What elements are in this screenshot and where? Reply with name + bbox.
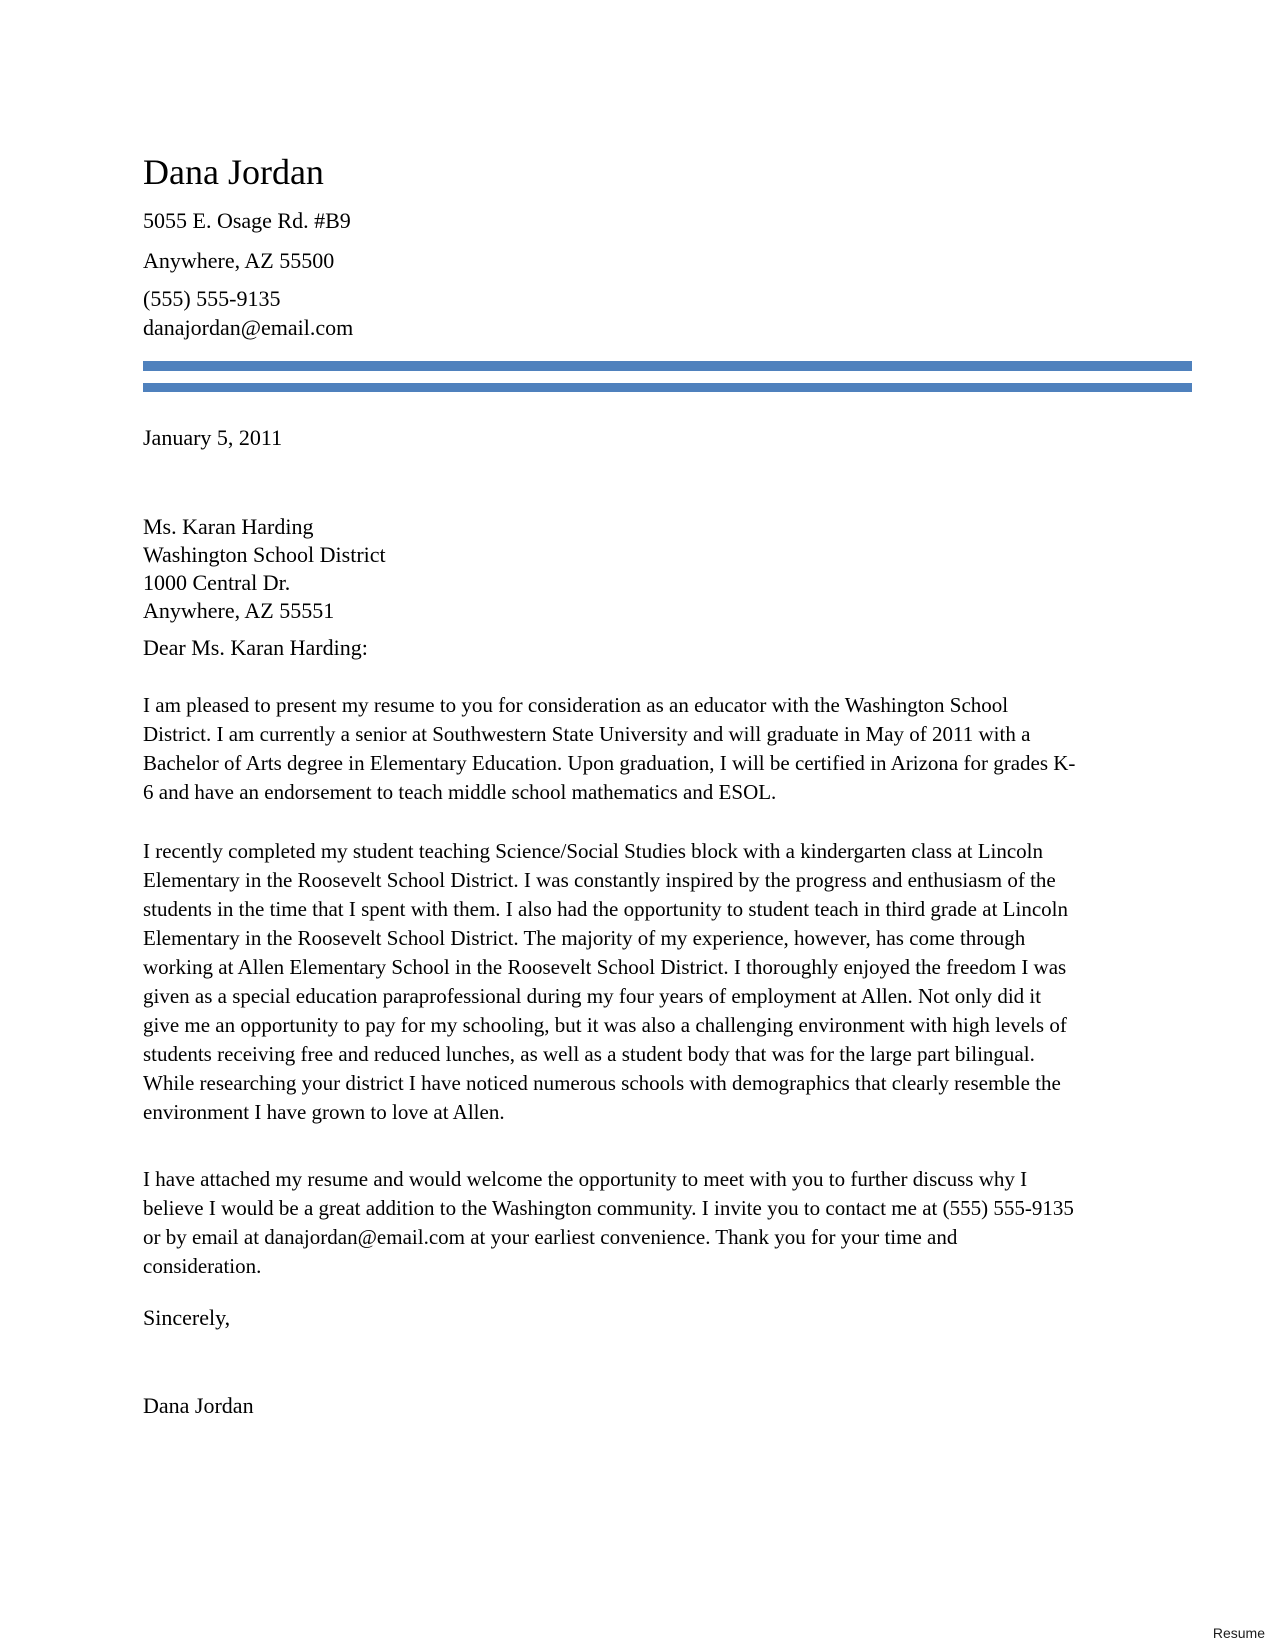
signature-name: Dana Jordan: [143, 1393, 254, 1418]
recipient-block: [143, 513, 1192, 625]
recipient-name: Ms. Karan Harding: [143, 514, 314, 539]
body-paragraph-3: I have attached my resume and would welcome the opportunity to meet with you to further discuss why I believe I would be a great addition to the Washington community. I invite you to contact me at (555) 555-9135 or by email at danajordan@email.com at your earliest convenience. Thank you for your time and consideration.: [143, 1167, 1074, 1278]
valediction: Sincerely,: [143, 1305, 231, 1330]
recipient-address-line-2: Anywhere, AZ 55551: [143, 598, 335, 623]
sender-address-line-1: 5055 E. Osage Rd. #B9: [143, 208, 351, 233]
salutation: Dear Ms. Karan Harding:: [143, 635, 368, 660]
letter-date: January 5, 2011: [143, 425, 283, 450]
body-paragraph-1: I am pleased to present my resume to you for consideration as an educator with the Washington School District. I am currently a senior at Southwestern State University and will graduate in May of 2011 with a Bachelor of Arts degree in Elementary Education. Upon graduation, I will be certified in Arizona for grades K-6 and have an endorsement to teach middle school mathematics and ESOL.: [143, 693, 1076, 804]
sender-email: danajordan@email.com: [143, 315, 354, 340]
double-rule-divider: [143, 361, 1192, 392]
recipient-organization: Washington School District: [143, 542, 386, 567]
sender-block: [143, 152, 1192, 341]
footer-resume-label: Resume: [1212, 1625, 1265, 1641]
divider-gap: [143, 371, 1192, 383]
sender-phone: (555) 555-9135: [143, 286, 281, 311]
body-paragraph-2: I recently completed my student teaching Science/Social Studies block with a kindergarten class at Lincoln Elementary in the Roosevelt School District. I was constantly inspired by the progress and enthusiasm of the students in the time that I spent with them. I also had the opportunity to student teach in third grade at Lincoln Elementary in the Roosevelt School District. The majority of my experience, however, has come through working at Allen Elementary School in the Roosevelt School District. I thoroughly enjoyed the freedom I was given as a special education paraprofessional during my four years of employment at Allen. Not only did it give me an opportunity to pay for my schooling, but it was also a challenging environment with high levels of students receiving free and reduced lunches, as well as a student body that was for the large part bilingual. While researching your district I have noticed numerous schools with demographics that clearly resemble the environment I have grown to love at Allen.: [143, 839, 1068, 1124]
sender-name: Dana Jordan: [143, 152, 324, 192]
recipient-address-line-1: 1000 Central Dr.: [143, 570, 291, 595]
sender-address-line-2: Anywhere, AZ 55500: [143, 248, 335, 273]
letter-content: [143, 0, 1192, 1420]
divider-bar-bottom: [143, 383, 1192, 392]
divider-bar-top: [143, 361, 1192, 371]
